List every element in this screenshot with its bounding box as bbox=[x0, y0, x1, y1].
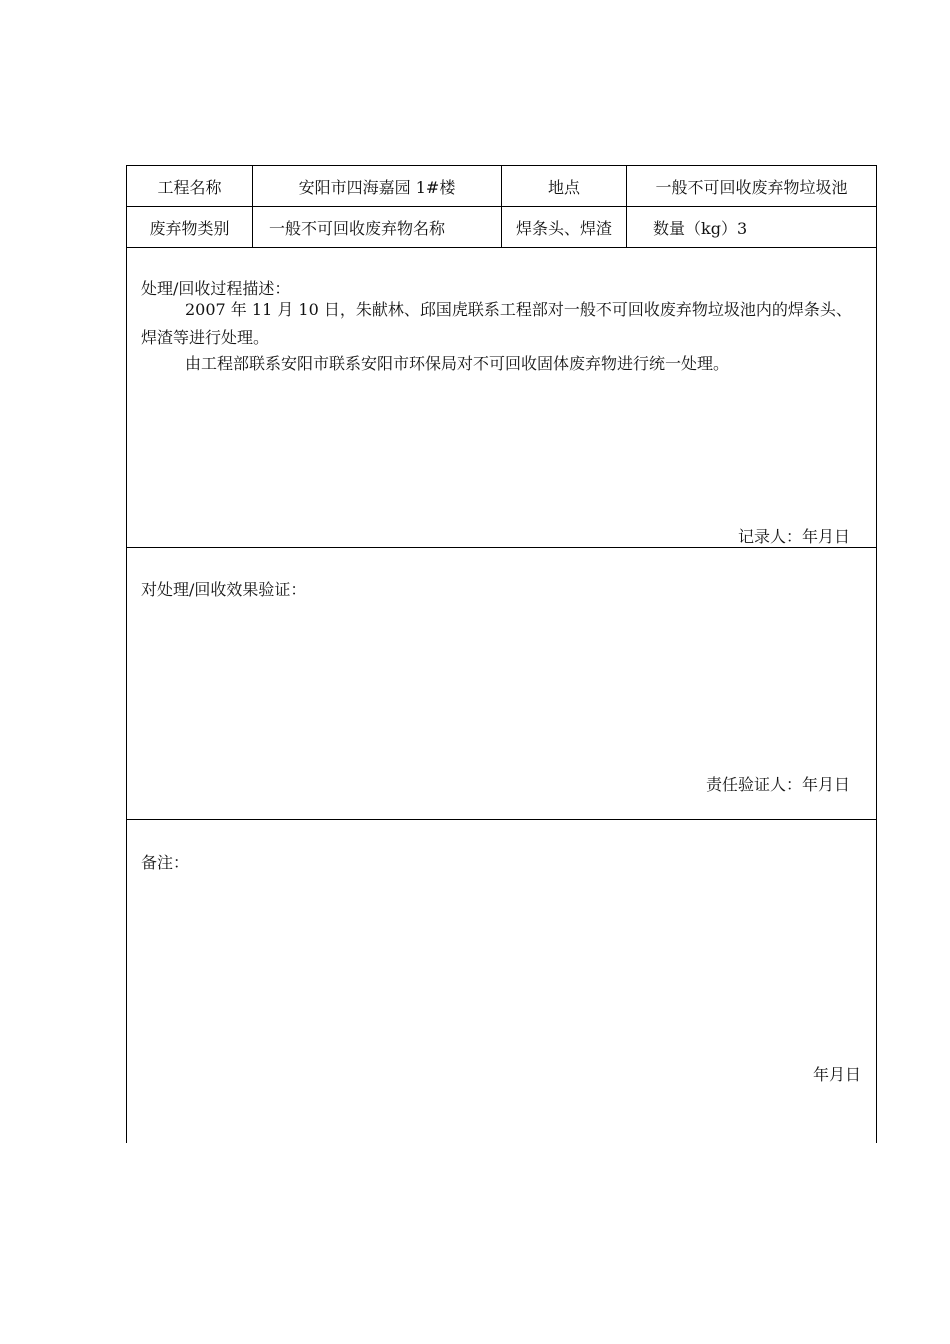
quantity-value: 数量（kg）3 bbox=[626, 207, 876, 247]
remarks-label: 备注： bbox=[141, 853, 190, 872]
location-label: 地点 bbox=[501, 166, 626, 206]
waste-category-label: 废弃物类别 bbox=[149, 218, 230, 238]
project-name-label: 工程名称 bbox=[157, 177, 222, 197]
recorder-signature-line: 记录人：年月日 bbox=[737, 527, 850, 546]
remarks-section bbox=[127, 820, 876, 1144]
process-description-label: 处理/回收过程描述： bbox=[141, 279, 291, 298]
verification-label: 对处理/回收效果验证： bbox=[141, 580, 307, 599]
process-paragraph-2: 由工程部联系安阳市联系安阳市环保局对不可回收固体废弃物进行统一处理。 bbox=[185, 354, 730, 373]
location-value: 一般不可回收废弃物垃圾池 bbox=[626, 166, 876, 206]
header-row-project bbox=[127, 166, 876, 207]
verification-section bbox=[127, 548, 876, 820]
project-name-value: 安阳市四海嘉园 1#楼 bbox=[252, 166, 501, 206]
waste-category-value: 一般不可回收废弃物名称 bbox=[252, 207, 501, 247]
header-row-category bbox=[127, 207, 876, 248]
process-paragraph-1: 2007 年 11 月 10 日，朱献林、邱国虎联系工程部对一般不可回收废弃物垃圾池内的焊条头、焊渣等进行处理。 bbox=[141, 300, 852, 347]
waste-name-value: 焊条头、焊渣 bbox=[501, 207, 626, 247]
process-description-section bbox=[127, 248, 876, 548]
verifier-signature-line: 责任验证人：年月日 bbox=[705, 775, 850, 794]
remarks-date-line: 年月日 bbox=[812, 1065, 861, 1084]
waste-disposal-form bbox=[126, 165, 877, 1143]
